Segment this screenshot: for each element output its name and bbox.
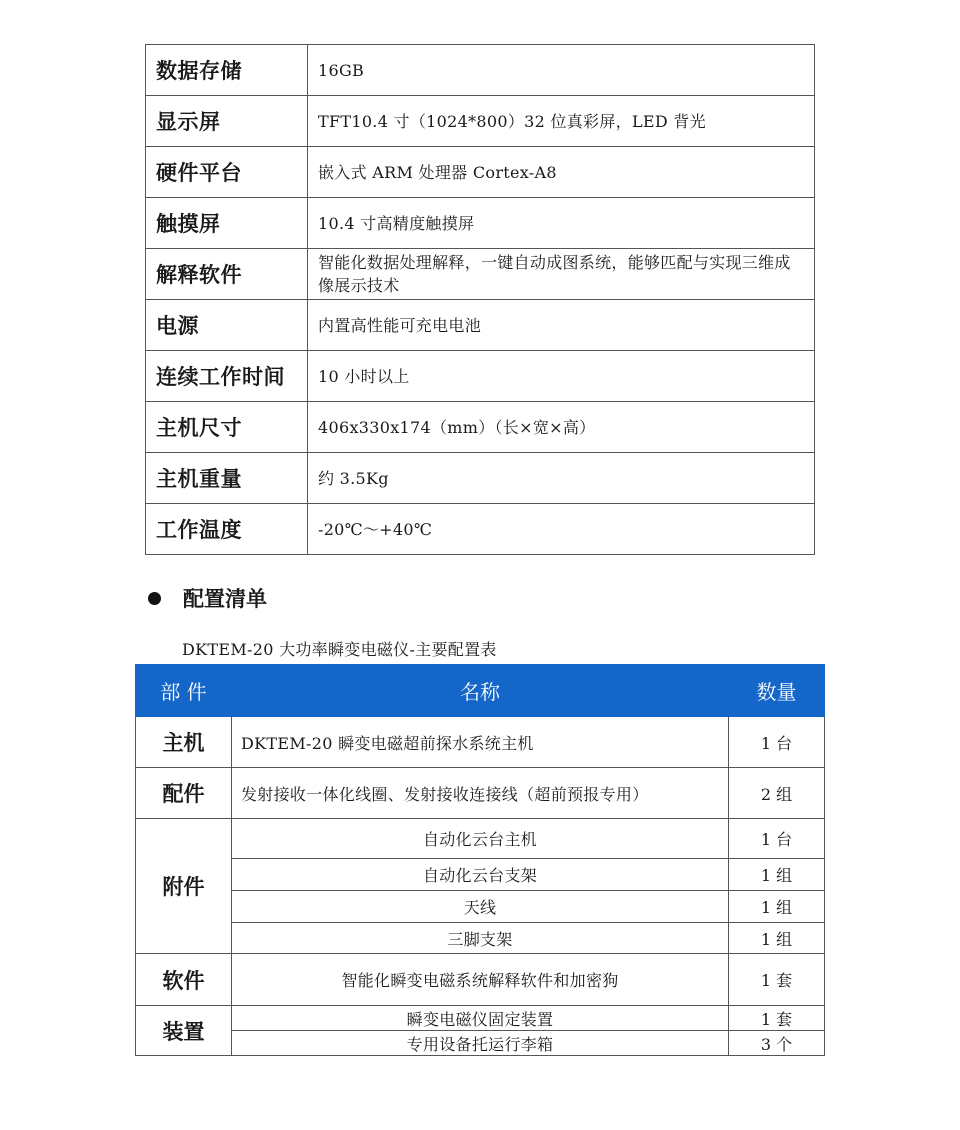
config-row-device (136, 1006, 825, 1031)
header-qty: 数量 (729, 665, 825, 717)
config-table-caption: DKTEM-20 大功率瞬变电磁仪-主要配置表 (182, 640, 497, 659)
spec-label: 解释软件 (146, 249, 308, 300)
spec-row-weight (146, 453, 815, 504)
item-name: 智能化瞬变电磁系统解释软件和加密狗 (232, 954, 729, 1006)
config-row-software (136, 954, 825, 1006)
header-part: 部 件 (136, 665, 232, 717)
spec-label: 硬件平台 (146, 147, 308, 198)
item-name: 三脚支架 (232, 923, 729, 954)
item-qty: 2 组 (729, 768, 825, 819)
part-label: 附件 (136, 819, 232, 954)
config-header-row (136, 665, 825, 717)
part-label: 装置 (136, 1006, 232, 1056)
spec-label: 主机尺寸 (146, 402, 308, 453)
item-qty: 1 组 (729, 923, 825, 954)
item-name: 自动化云台主机 (232, 819, 729, 859)
config-row-host (136, 717, 825, 768)
spec-value: 406x330x174（mm）（长×宽×高） (308, 402, 815, 453)
spec-label: 主机重量 (146, 453, 308, 504)
spec-row-dimensions (146, 402, 815, 453)
config-row-accessory (136, 923, 825, 954)
section-title: 配置清单 (183, 587, 267, 611)
part-label: 配件 (136, 768, 232, 819)
spec-row-storage (146, 45, 815, 96)
section-heading (148, 583, 267, 613)
spec-row-software (146, 249, 815, 300)
item-qty: 1 台 (729, 717, 825, 768)
spec-table (145, 44, 815, 555)
config-row-accessory (136, 819, 825, 859)
spec-label: 数据存储 (146, 45, 308, 96)
spec-label: 电源 (146, 300, 308, 351)
header-name: 名称 (232, 665, 729, 717)
config-row-parts (136, 768, 825, 819)
spec-label: 连续工作时间 (146, 351, 308, 402)
spec-row-power (146, 300, 815, 351)
spec-value: -20℃～+40℃ (308, 504, 815, 555)
item-name: DKTEM-20 瞬变电磁超前探水系统主机 (232, 717, 729, 768)
spec-row-temperature (146, 504, 815, 555)
spec-value: 智能化数据处理解释，一键自动成图系统，能够匹配与实现三维成像展示技术 (308, 249, 815, 300)
spec-value: 10.4 寸高精度触摸屏 (308, 198, 815, 249)
spec-row-touchscreen (146, 198, 815, 249)
item-name: 自动化云台支架 (232, 859, 729, 891)
spec-value: 内置高性能可充电电池 (308, 300, 815, 351)
config-table (135, 664, 825, 1056)
spec-row-display (146, 96, 815, 147)
spec-label: 触摸屏 (146, 198, 308, 249)
spec-value: 约 3.5Kg (308, 453, 815, 504)
config-row-accessory (136, 859, 825, 891)
config-row-accessory (136, 891, 825, 923)
item-name: 专用设备托运行李箱 (232, 1031, 729, 1056)
item-qty: 1 组 (729, 859, 825, 891)
item-name: 瞬变电磁仪固定装置 (232, 1006, 729, 1031)
spec-value: 16GB (308, 45, 815, 96)
spec-value: 10 小时以上 (308, 351, 815, 402)
item-qty: 1 套 (729, 1006, 825, 1031)
spec-label: 工作温度 (146, 504, 308, 555)
item-qty: 1 组 (729, 891, 825, 923)
spec-value: TFT10.4 寸（1024*800）32 位真彩屏，LED 背光 (308, 96, 815, 147)
spec-row-runtime (146, 351, 815, 402)
item-qty: 1 台 (729, 819, 825, 859)
spec-value: 嵌入式 ARM 处理器 Cortex-A8 (308, 147, 815, 198)
part-label: 软件 (136, 954, 232, 1006)
item-name: 发射接收一体化线圈、发射接收连接线（超前预报专用） (232, 768, 729, 819)
part-label: 主机 (136, 717, 232, 768)
spec-row-platform (146, 147, 815, 198)
config-row-device (136, 1031, 825, 1056)
item-name: 天线 (232, 891, 729, 923)
item-qty: 1 套 (729, 954, 825, 1006)
spec-label: 显示屏 (146, 96, 308, 147)
bullet-icon (148, 592, 161, 605)
item-qty: 3 个 (729, 1031, 825, 1056)
